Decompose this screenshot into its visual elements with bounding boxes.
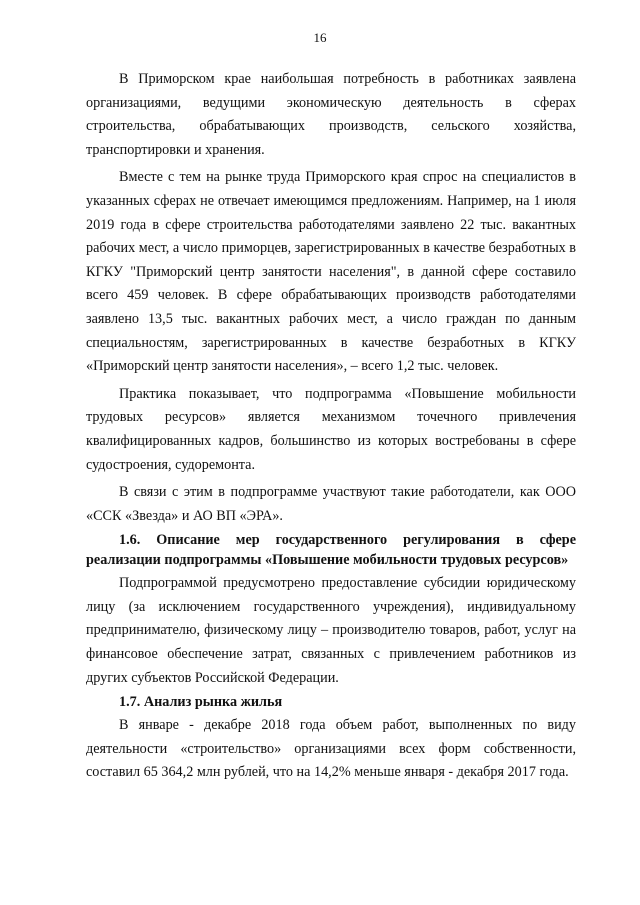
paragraph-labor-demand: В Приморском крае наибольшая потребность в работниках заявлена организациями, ведущими экономическую деятельность в сферах строительства, обрабатывающих производств, сельского хозяйства, транспортировки и хранения.: [86, 71, 576, 158]
paragraph-participating-employers: В связи с этим в подпрограмме участвуют такие работодатели, как ООО «ССК «Звезда» и АО ВП «ЭРА».: [86, 484, 576, 524]
page-number: 16: [313, 30, 327, 45]
section-heading-1-7: 1.7. Анализ рынка жилья: [119, 694, 283, 711]
paragraph-subsidy-description: Подпрограммой предусмотрено предоставление субсидии юридическому лицу (за исключением государственного учреждения), индивидуальному предпринимателю, физическому лицу – производителю товаров, работ, услуг на финансовое обеспечение затрат, связанных с привлечением работников из других субъектов Российской Федерации.: [86, 575, 576, 686]
paragraph-labor-market-mismatch: Вместе с тем на рынке труда Приморского края спрос на специалистов в указанных сферах не отвечает имеющимся предложениям. Например, на 1 июля 2019 года в сфере строительства работодателями заявлено 22 тыс. вакантных рабочих мест, а число приморцев, зарегистрированных в качестве безработных в КГКУ "Приморский центр занятости населения", в данной сфере составило всего 459 человек. В сфере обрабатывающих производств работодателями заявлено 13,5 тыс. вакантных рабочих мест, а число граждан по данным специальностям, зарегистрированных в качестве безработных в КГКУ «Приморский центр занятости населения», – всего 1,2 тыс. человек.: [86, 169, 576, 375]
section-heading-1-6: 1.6. Описание мер государственного регулирования в сфере реализации подпрограммы «Повышение мобильности трудовых ресурсов»: [86, 532, 576, 569]
document-body: [86, 68, 576, 785]
paragraph-construction-volume: В январе - декабре 2018 года объем работ, выполненных по виду деятельности «строительство» организациями всех форм собственности, составил 65 364,2 млн рублей, что на 14,2% меньше января - декабря 2017 года.: [86, 717, 576, 781]
paragraph-subprogram-practice: Практика показывает, что подпрограмма «Повышение мобильности трудовых ресурсов» является механизмом точечного привлечения квалифицированных кадров, большинство из которых востребованы в сфере судостроения, судоремонта.: [86, 385, 576, 473]
